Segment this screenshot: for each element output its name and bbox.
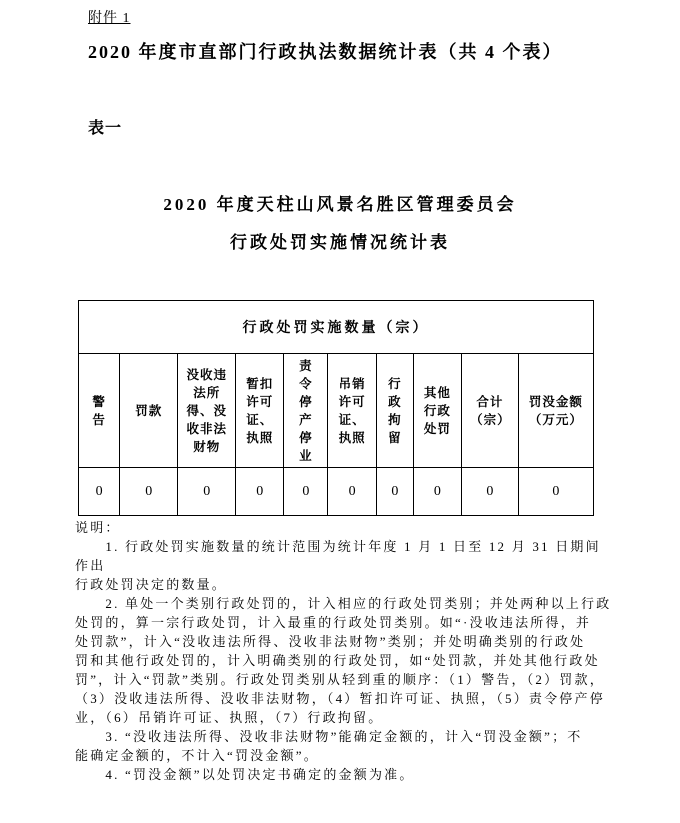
value-confiscation: 0 bbox=[178, 468, 236, 516]
col-header-total: 合计（宗） bbox=[462, 354, 519, 468]
notes-heading: 说明： bbox=[75, 520, 121, 535]
table-span-header: 行政处罚实施数量（宗） bbox=[79, 301, 594, 354]
col-header-detention: 行政拘留 bbox=[377, 354, 414, 468]
col-header-other-penalty: 其他行政处罚 bbox=[413, 354, 461, 468]
note-line: 罚和其他行政处罚的，计入明确类别的行政处罚，如“处罚款，并处其他行政处 bbox=[75, 653, 600, 668]
value-detention: 0 bbox=[377, 468, 414, 516]
note-line: 业，（6）吊销许可证、执照，（7）行政拘留。 bbox=[75, 710, 384, 725]
table-header-row bbox=[79, 354, 594, 468]
note-line: 罚”，计入“罚款”类别。行政处罚类别从轻到重的顺序：（1）警告，（2）罚款， bbox=[75, 672, 605, 687]
table-title-line1: 2020 年度天柱山风景名胜区管理委员会 bbox=[163, 195, 517, 214]
value-suspend-license: 0 bbox=[236, 468, 284, 516]
table-value-row bbox=[79, 468, 594, 516]
note-line: 行政处罚决定的数量。 bbox=[75, 577, 228, 592]
value-fine: 0 bbox=[120, 468, 178, 516]
note-line: 处罚的，算一宗行政处罚，计入最重的行政处罚类别。如“·没收违法所得，并 bbox=[75, 615, 592, 630]
value-revoke-license: 0 bbox=[328, 468, 377, 516]
col-header-confiscation: 没收违法所得、没收非法财物 bbox=[178, 354, 236, 468]
value-warning: 0 bbox=[79, 468, 120, 516]
col-header-warning: 警告 bbox=[79, 354, 120, 468]
col-header-revoke-license: 吊销许可证、执照 bbox=[328, 354, 377, 468]
col-header-fine: 罚款 bbox=[120, 354, 178, 468]
table-number-label: 表一 bbox=[88, 120, 123, 137]
value-other-penalty: 0 bbox=[413, 468, 461, 516]
col-header-suspend-license: 暂扣许可证、执照 bbox=[236, 354, 284, 468]
note-line: 3. “没收违法所得、没收非法财物”能确定金额的，计入“罚没金额”；不 bbox=[75, 729, 583, 744]
table-title-line2: 行政处罚实施情况统计表 bbox=[230, 233, 450, 252]
note-line: 4. “罚没金额”以处罚决定书确定的金额为准。 bbox=[75, 767, 415, 782]
notes-section bbox=[75, 518, 615, 784]
note-line: 2. 单处一个类别行政处罚的，计入相应的行政处罚类别；并处两种以上行政 bbox=[75, 596, 612, 611]
document-title: 2020 年度市直部门行政执法数据统计表（共 4 个表） bbox=[88, 42, 563, 62]
value-total: 0 bbox=[462, 468, 519, 516]
attachment-label: 附件 1 bbox=[88, 11, 131, 26]
col-header-amount: 罚没金额（万元） bbox=[518, 354, 593, 468]
note-line: 1. 行政处罚实施数量的统计范围为统计年度 1 月 1 日至 12 月 31 日期间作出 bbox=[75, 539, 601, 573]
col-header-halt-production: 责令停产停业 bbox=[284, 354, 328, 468]
note-line: 处罚款”，计入“没收违法所得、没收非法财物”类别；并处明确类别的行政处 bbox=[75, 634, 586, 649]
value-halt-production: 0 bbox=[284, 468, 328, 516]
note-line: 能确定金额的，不计入“罚没金额”。 bbox=[75, 748, 319, 763]
penalty-statistics-table bbox=[78, 300, 594, 516]
note-line: （3）没收违法所得、没收非法财物，（4）暂扣许可证、执照，（5）责令停产停 bbox=[75, 691, 605, 706]
table-span-header-row bbox=[79, 301, 594, 354]
table-title bbox=[0, 186, 680, 262]
value-amount: 0 bbox=[518, 468, 593, 516]
